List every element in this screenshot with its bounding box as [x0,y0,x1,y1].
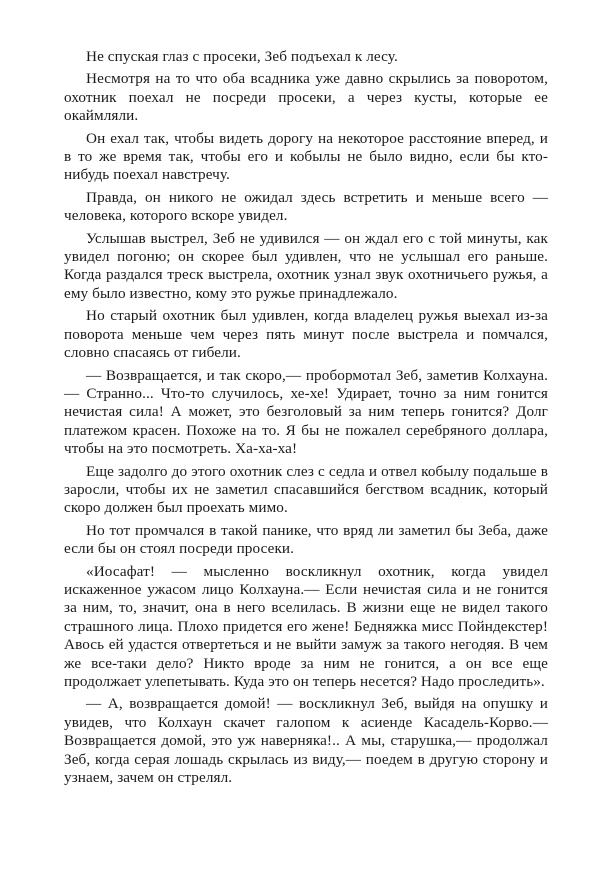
paragraph: Он ехал так, чтобы видеть дорогу на некоторое расстояние вперед, и в то же время так, чтобы его и кобылы не было видно, если бы кто-нибудь поехал навстречу. [64,129,548,184]
paragraph: Несмотря на то что оба всадника уже давно скрылись за поворотом, охотник поехал не посреди просеки, а через кусты, которые ее окаймляли. [64,70,548,125]
paragraph: — А, возвращается домой! — воскликнул Зеб, выйдя на опушку и увидев, что Колхаун скачет галопом к асиенде Касадель-Корво.— Возвращается домой, это уж наверняка!.. А мы, старушка,— продолжал Зеб, когда серая лошадь скрылась из виду,— поедем в другую сторону и узнаем, зачем он стрелял. [64,695,548,787]
paragraph: Не спуская глаз с просеки, Зеб подъехал к лесу. [86,48,398,65]
paragraph: Правда, он никого не ожидал здесь встретить и меньше всего — человека, которого вскоре увидел. [64,188,548,225]
paragraph: Но тот промчался в такой панике, что вряд ли заметил бы Зеба, даже если бы он стоял посреди просеки. [64,521,548,558]
paragraph: Еще задолго до этого охотник слез с седла и отвел кобылу подальше в заросли, чтобы их не заметил спасавшийся бегством всадник, который скоро должен был проехать мимо. [64,462,548,517]
paragraph: Но старый охотник был удивлен, когда владелец ружья выехал из-за поворота меньше чем через пять минут после выстрела и помчался, словно спасаясь от гибели. [64,307,548,362]
page-text [64,48,548,791]
paragraph: «Иосафат! — мысленно воскликнул охотник, когда увидел искаженное ужасом лицо Колхауна.— Если нечистая сила и не гонится за ним, то, значит, она в него вселилась. В жизни еще не видел такого страшного лица. Плохо придется его жене! Бедняжка мисс Пойндекстер! Авось ей удастся отвертеться и не выйти замуж за такого негодяя. В чем же все-таки дело? Никто вроде за ним не гонится, а он все еще продолжает улепетывать. Куда это он теперь несется? Надо проследить». [64,562,548,690]
paragraph: — Возвращается, и так скоро,— пробормотал Зеб, заметив Колхауна.— Странно... Что-то случилось, хе-хе! Удирает, точно за ним гонится нечистая сила! А может, это безголовый за ним теперь гонится? Долг платежом красен. Похоже на то. Я бы не пожалел серебряного доллара, чтобы на это посмотреть. Ха-ха-ха! [64,366,548,458]
paragraph: Услышав выстрел, Зеб не удивился — он ждал его с той минуты, как увидел погоню; он скорее был удивлен, что не услышал его раньше. Когда раздался треск выстрела, охотник узнал звук охотничьего ружья, а ему было известно, кому это ружье принадлежало. [64,229,548,302]
